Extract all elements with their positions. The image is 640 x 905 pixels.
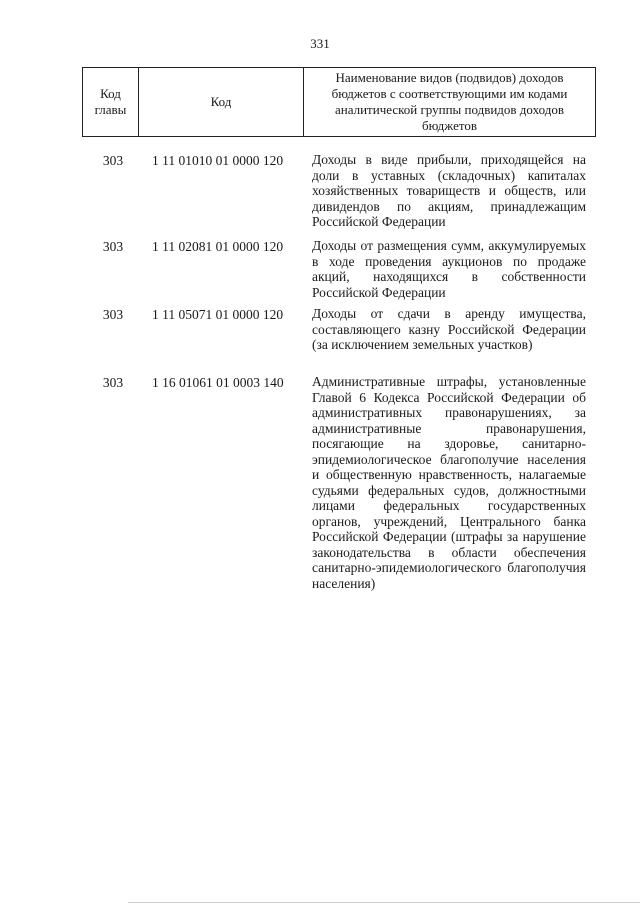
revenue-name-cell: Доходы от сдачи в аренду имущества, составляющего казну Российской Федерации (за исключением земельных участков): [312, 306, 586, 352]
revenue-name-cell: Доходы в виде прибыли, приходящейся на доли в уставных (складочных) капиталах хозяйственных товариществ и обществ, или дивидендов по акциям, принадлежащим Российской Федерации: [312, 152, 586, 229]
table-row: [82, 306, 594, 374]
revenue-code-cell: 1 11 02081 01 0000 120: [152, 239, 284, 254]
revenue-code-cell: 1 16 01061 01 0003 140: [152, 375, 284, 390]
scan-edge-line: [128, 902, 640, 903]
table-header: [82, 67, 596, 137]
chapter-code-cell: 303: [102, 375, 124, 390]
header-chapter-code: Код главы: [83, 68, 139, 136]
chapter-code-cell: 303: [102, 307, 124, 322]
chapter-code-cell: 303: [102, 153, 124, 168]
header-name: Наименование видов (подвидов) доходов бюджетов с соответствующими им кодами аналитической группы подвидов доходов бюджетов: [331, 70, 568, 133]
table-row: [82, 152, 594, 238]
page-number: 331: [310, 36, 330, 51]
table-row: [82, 374, 594, 591]
header-code: Код: [139, 68, 304, 136]
chapter-code-cell: 303: [102, 239, 124, 254]
revenue-name-cell: Доходы от размещения сумм, аккумулируемых в ходе проведения аукционов по продаже акций, находящихся в собственности Российской Федерации: [312, 238, 586, 300]
revenue-name-cell: Административные штрафы, установленные Главой 6 Кодекса Российской Федерации об административных правонарушениях, за административные правонарушения, посягающие на здоровье, санитарно-эпидемиологическое благополучие населения и общественную нравственность, налагаемые судьями федеральных судов, должностными лицами федеральных государственных органов, учреждений, Центрального банка Российской Федерации (штрафы за нарушение законодательства в области обеспечения санитарно-эпидемиологического благополучия населения): [312, 374, 586, 591]
table-body: [82, 152, 594, 591]
table-row: [82, 238, 594, 306]
revenue-code-cell: 1 11 05071 01 0000 120: [152, 307, 284, 322]
revenue-code-cell: 1 11 01010 01 0000 120: [152, 153, 284, 168]
